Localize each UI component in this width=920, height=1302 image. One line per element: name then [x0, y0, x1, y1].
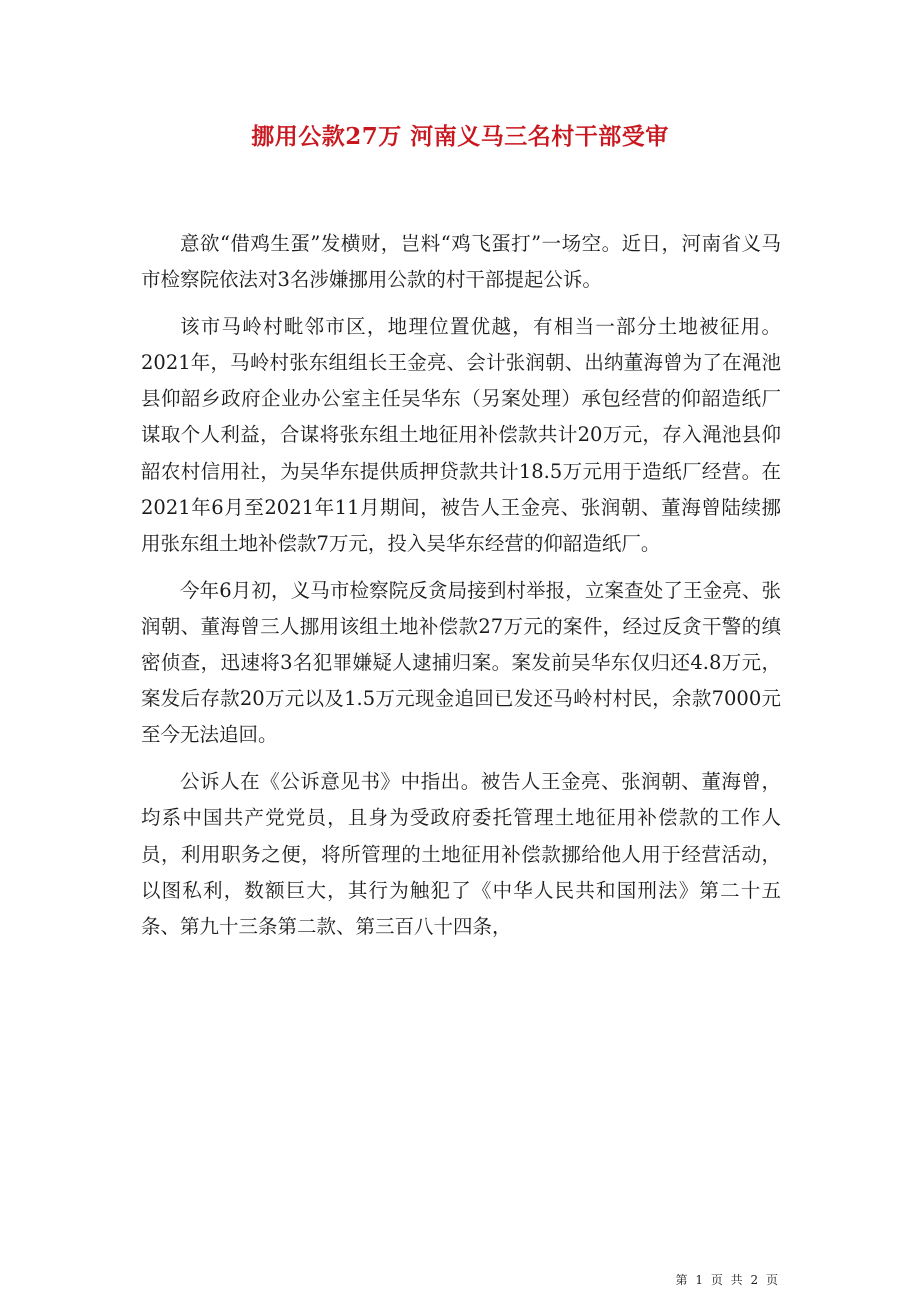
paragraph-3: 今年6月初，义马市检察院反贪局接到村举报，立案查处了王金亮、张润朝、董海曾三人挪用该组土地补偿款27万元的案件，经过反贪干警的缜密侦查，迅速将3名犯罪嫌疑人逮捕归案。案发前吴华东仅归还4.8万元，案发后存款20万元以及1.5万元现金追回已发还马岭村村民，余款7000元至今无法追回。 — [141, 578, 781, 747]
page-footer — [0, 1271, 780, 1288]
footer-total-pages: 2 — [750, 1273, 761, 1287]
footer-middle: 页 共 — [710, 1273, 745, 1287]
footer-prefix: 第 — [675, 1273, 690, 1287]
paragraph-4: 公诉人在《公诉意见书》中指出。被告人王金亮、张润朝、董海曾，均系中国共产党党员，且身为受政府委托管理土地征用补偿款的工作人员，利用职务之便，将所管理的土地征用补偿款挪给他人用于经营活动，以图私利，数额巨大，其行为触犯了《中华人民共和国刑法》第二十五条、第九十三条第二款、第三百八十四条， — [141, 770, 781, 938]
page-title: 挪用公款27万 河南义马三名村干部受审 — [251, 123, 669, 150]
footer-current-page: 1 — [695, 1273, 706, 1287]
article-body — [141, 226, 781, 956]
paragraph-2: 该市马岭村毗邻市区，地理位置优越，有相当一部分土地被征用。2021年，马岭村张东组组长王金亮、会计张润朝、出纳董海曾为了在渑池县仰韶乡政府企业办公室主任吴华东（另案处理）承包经营的仰韶造纸厂谋取个人利益，合谋将张东组土地征用补偿款共计20万元，存入渑池县仰韶农村信用社，为吴华东提供质押贷款共计18.5万元用于造纸厂经营。在2021年6月至2021年11月期间，被告人王金亮、张润朝、董海曾陆续挪用张东组土地补偿款7万元，投入吴华东经营的仰韶造纸厂。 — [141, 315, 781, 555]
footer-suffix: 页 — [765, 1273, 780, 1287]
paragraph-1: 意欲“借鸡生蛋”发横财，岂料“鸡飞蛋打”一场空。近日，河南省义马市检察院依法对3名涉嫌挪用公款的村干部提起公诉。 — [141, 232, 781, 292]
